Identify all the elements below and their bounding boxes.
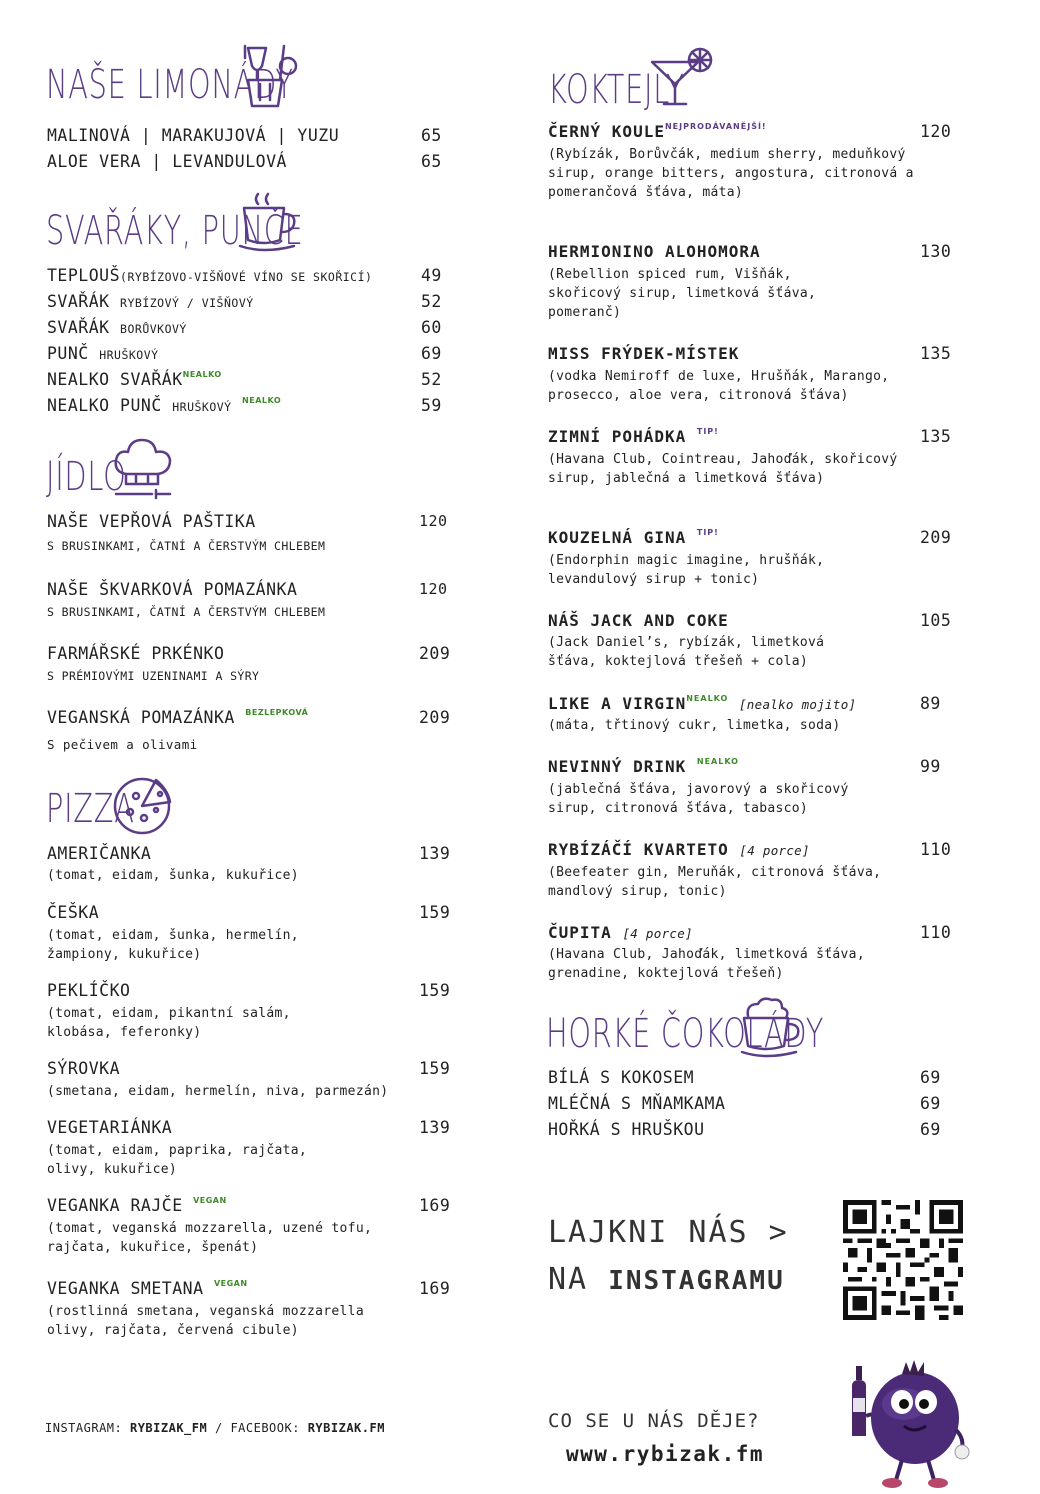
- menu-item-price: 69: [920, 1120, 941, 1139]
- website-link[interactable]: www.rybizak.fm: [566, 1442, 765, 1466]
- menu-item-price: 52: [421, 370, 442, 389]
- menu-item-price: 59: [421, 396, 442, 415]
- menu-item-description: S PRÉMIOVÝMI UZENINAMI A SÝRY: [47, 669, 260, 683]
- menu-item-description: S BRUSINKAMI, ČATNÍ A ČERSTVÝM CHLEBEM: [47, 605, 326, 619]
- vegan-tag: VEGAN: [193, 1196, 227, 1205]
- menu-item-price: 120: [419, 580, 448, 598]
- menu-item-price: 120: [920, 122, 952, 141]
- menu-item-description: (vodka Nemiroff de luxe, Hrušňák, Marango, prosecco, aloe vera, citronová šťáva): [548, 369, 890, 403]
- menu-item: NAŠE VEPŘOVÁ PAŠTIKA: [47, 512, 256, 531]
- menu-item-price: 65: [421, 126, 442, 145]
- menu-item-price: 209: [419, 644, 451, 663]
- menu-item: NEALKO PUNČ HRUŠKOVÝ $^{NEALKO}$: [47, 396, 282, 415]
- menu-item-price: 159: [419, 903, 451, 922]
- menu-item: VEGANKA SMETANA $^{VEGAN}$: [47, 1279, 248, 1298]
- menu-item: KOUZELNÁ GINA $^{TIP!}$: [548, 528, 719, 547]
- menu-item-price: 69: [920, 1094, 941, 1113]
- menu-item: SVAŘÁK RYBÍZOVÝ / VIŠŇOVÝ: [47, 292, 254, 311]
- menu-item-description: (tomat, veganská mozzarella, uzené tofu, rajčata, kukuřice, špenát): [47, 1221, 373, 1255]
- menu-item-price: 52: [421, 292, 442, 311]
- nealko-tag: NEALKO: [686, 694, 729, 703]
- qr-code-icon[interactable]: [843, 1200, 963, 1320]
- instagram-promo-line1: LAJKNI NÁS >: [548, 1215, 789, 1250]
- menu-item-description: (smetana, eidam, hermelín, niva, parmezán): [47, 1084, 389, 1099]
- menu-item: PEKLÍČKO: [47, 981, 131, 1000]
- instagram-handle[interactable]: RYBIZAK_FM: [129, 1421, 208, 1435]
- menu-item: TEPLOUŠ(RYBÍZOVO-VIŠŇOVÉ VÍNO SE SKOŘICÍ): [47, 266, 373, 285]
- menu-item-price: 99: [920, 757, 941, 776]
- menu-item: ČEŠKA: [47, 903, 100, 922]
- menu-item: NEVINNÝ DRINK $^{NEALKO}$: [548, 757, 739, 776]
- menu-item: RYBÍZÁČÍ KVARTETO [4 porce]: [548, 840, 810, 859]
- menu-item: HOŘKÁ S HRUŠKOU: [548, 1120, 705, 1139]
- menu-item-price: 69: [421, 344, 442, 363]
- menu-item: PUNČ HRUŠKOVÝ: [47, 344, 159, 363]
- menu-item: SVAŘÁK BORŮVKOVÝ: [47, 318, 187, 337]
- instagram-promo-line2: NA INSTAGRAMU: [548, 1262, 785, 1297]
- menu-item-price: 110: [920, 840, 952, 859]
- menu-item-price: 139: [419, 1118, 451, 1137]
- menu-item-description: (Rybízák, Borůvčák, medium sherry, meduňkový sirup, orange bitters, angostura, citronová a pomerančová šťáva, máta): [548, 147, 914, 200]
- menu-item-price: 159: [419, 1059, 451, 1078]
- menu-item-price: 169: [419, 1279, 451, 1298]
- menu-item-price: 65: [421, 152, 442, 171]
- menu-item: BÍLÁ S KOKOSEM: [548, 1068, 695, 1087]
- section-title-jidlo: JÍDLO: [46, 454, 127, 500]
- menu-item-price: 169: [419, 1196, 451, 1215]
- menu-item-price: 159: [419, 981, 451, 1000]
- menu-item-description: (Havana Club, Jahoďák, limetková šťáva, grenadine, koktejlová třešeň): [548, 947, 865, 981]
- menu-item-price: 49: [421, 266, 442, 285]
- menu-item-description: (tomat, eidam, paprika, rajčata, olivy, kukuřice): [47, 1143, 308, 1177]
- wine-bottle-icon: [852, 1366, 866, 1436]
- menu-item: NÁŠ JACK AND COKE: [548, 611, 729, 630]
- menu-item: VEGETARIÁNKA: [47, 1118, 173, 1137]
- section-title-limonady: NAŠE LIMONÁDY: [46, 62, 294, 108]
- menu-item: MISS FRÝDEK-MÍSTEK: [548, 344, 740, 363]
- menu-item-description: (Rebellion spiced rum, Višňák, skořicový sirup, limetková šťáva, pomeranč): [548, 267, 817, 320]
- social-links: INSTAGRAM: RYBIZAK_FM / FACEBOOK: RYBIZAK.FM: [45, 1421, 385, 1435]
- menu-item: ČERNÝ $KOULE^{NEJPRODÁVANĚJŠÍ!}$: [548, 122, 767, 141]
- menu-item-price: 130: [920, 242, 952, 261]
- menu-item-price: 60: [421, 318, 442, 337]
- menu-item-price: 110: [920, 923, 952, 942]
- menu-item: ZIMNÍ POHÁDKA $^{TIP!}$: [548, 427, 719, 446]
- menu-item: VEGANKA RAJČE $^{VEGAN}$: [47, 1196, 227, 1215]
- menu-item: FARMÁŘSKÉ PRKÉNKO: [47, 644, 225, 663]
- lemonade-icon: [240, 44, 302, 110]
- menu-item: MLÉČNÁ S MŇAMKAMA: [548, 1094, 726, 1113]
- menu-item-price: 135: [920, 427, 952, 446]
- menu-item-description: (Havana Club, Cointreau, Jahoďák, skořicový sirup, jablečná a limetková šťáva): [548, 452, 898, 486]
- menu-item-description: (tomat, eidam, pikantní salám, klobása, feferonky): [47, 1006, 291, 1040]
- tip-tag: TIP!: [696, 427, 719, 436]
- cocktail-icon: [650, 46, 716, 108]
- menu-item: AMERIČANKA: [47, 844, 152, 863]
- menu-item: NAŠE ŠKVARKOVÁ POMAZÁNKA: [47, 580, 298, 599]
- menu-item-description: (máta, třtinový cukr, limetka, soda): [548, 718, 841, 733]
- menu-item-price: 209: [920, 528, 952, 547]
- tip-tag: TIP!: [696, 528, 719, 537]
- menu-item: NEALKO $SVAŘÁK^{NEALKO}$: [47, 370, 222, 389]
- menu-item-description: (tomat, eidam, šunka, kukuřice): [47, 868, 299, 883]
- menu-item-description: (Beefeater gin, Meruňák, citronová šťáva, mandlový sirup, tonic): [548, 865, 882, 899]
- section-title-cokolady: HORKÉ ČOKOLÁDY: [546, 1011, 825, 1057]
- menu-item-description: (tomat, eidam, šunka, hermelín, žampiony, kukuřice): [47, 928, 299, 962]
- menu-item-description: S pečivem a olivami: [47, 737, 198, 752]
- menu-item-description: S BRUSINKAMI, ČATNÍ A ČERSTVÝM CHLEBEM: [47, 539, 326, 553]
- menu-item-price: 139: [419, 844, 451, 863]
- menu-item-description: (jablečná šťáva, javorový a skořicový sirup, citronová šťáva, tabasco): [548, 782, 849, 816]
- section-title-pizza: PIZZA: [46, 786, 135, 832]
- menu-item: SÝROVKA: [47, 1059, 121, 1078]
- section-title-svaraky: SVAŘÁKY, PUNČE: [46, 208, 304, 254]
- vegan-tag: VEGAN: [213, 1279, 248, 1288]
- menu-item: ČUPITA [4 porce]: [548, 923, 693, 942]
- section-title-koktejly: KOKTEJLY: [548, 67, 685, 113]
- menu-item: ALOE VERA | LEVANDULOVÁ: [47, 152, 287, 171]
- menu-item-price: 105: [920, 611, 952, 630]
- menu-item-description: (rostlinná smetana, veganská mozzarella olivy, rajčata, červená cibule): [47, 1304, 364, 1338]
- nealko-tag: NEALKO: [696, 757, 739, 766]
- menu-item: MALINOVÁ | MARAKUJOVÁ | YUZU: [47, 126, 340, 145]
- nealko-tag: NEALKO: [242, 396, 282, 405]
- menu-item: VEGANSKÁ POMAZÁNKA $^{BEZLEPKOVÁ}$: [47, 708, 309, 727]
- menu-item-price: 209: [419, 708, 451, 727]
- whats-on-question: CO SE U NÁS DĚJE?: [548, 1410, 760, 1432]
- menu-item-description: (Endorphin magic imagine, hrušňák, levandulový sirup + tonic): [548, 553, 825, 587]
- menu-item-price: 135: [920, 344, 952, 363]
- menu-item-price: 69: [920, 1068, 941, 1087]
- mug-icon: [238, 192, 302, 254]
- bestseller-tag: NEJPRODÁVANĚJŠÍ!: [664, 122, 767, 131]
- gluten-free-tag: BEZLEPKOVÁ: [245, 708, 309, 717]
- mascot-berry-image: [840, 1356, 980, 1490]
- menu-item: HERMIONINO ALOHOMORA: [548, 242, 761, 261]
- pizza-icon: [112, 772, 176, 836]
- menu-item-price: 120: [419, 512, 448, 530]
- hot-chocolate-icon: [738, 994, 804, 1058]
- menu-item-price: 89: [920, 694, 941, 713]
- nealko-tag: NEALKO: [182, 370, 222, 379]
- chef-hat-icon: [112, 436, 174, 500]
- menu-item: LIKE A $VIRGIN^{NEALKO}$ [nealko mojito]: [548, 694, 857, 713]
- menu-item-description: (Jack Daniel’s, rybízák, limetková šťáva, koktejlová třešeň + cola): [548, 635, 825, 669]
- facebook-handle[interactable]: RYBIZAK.FM: [307, 1421, 385, 1435]
